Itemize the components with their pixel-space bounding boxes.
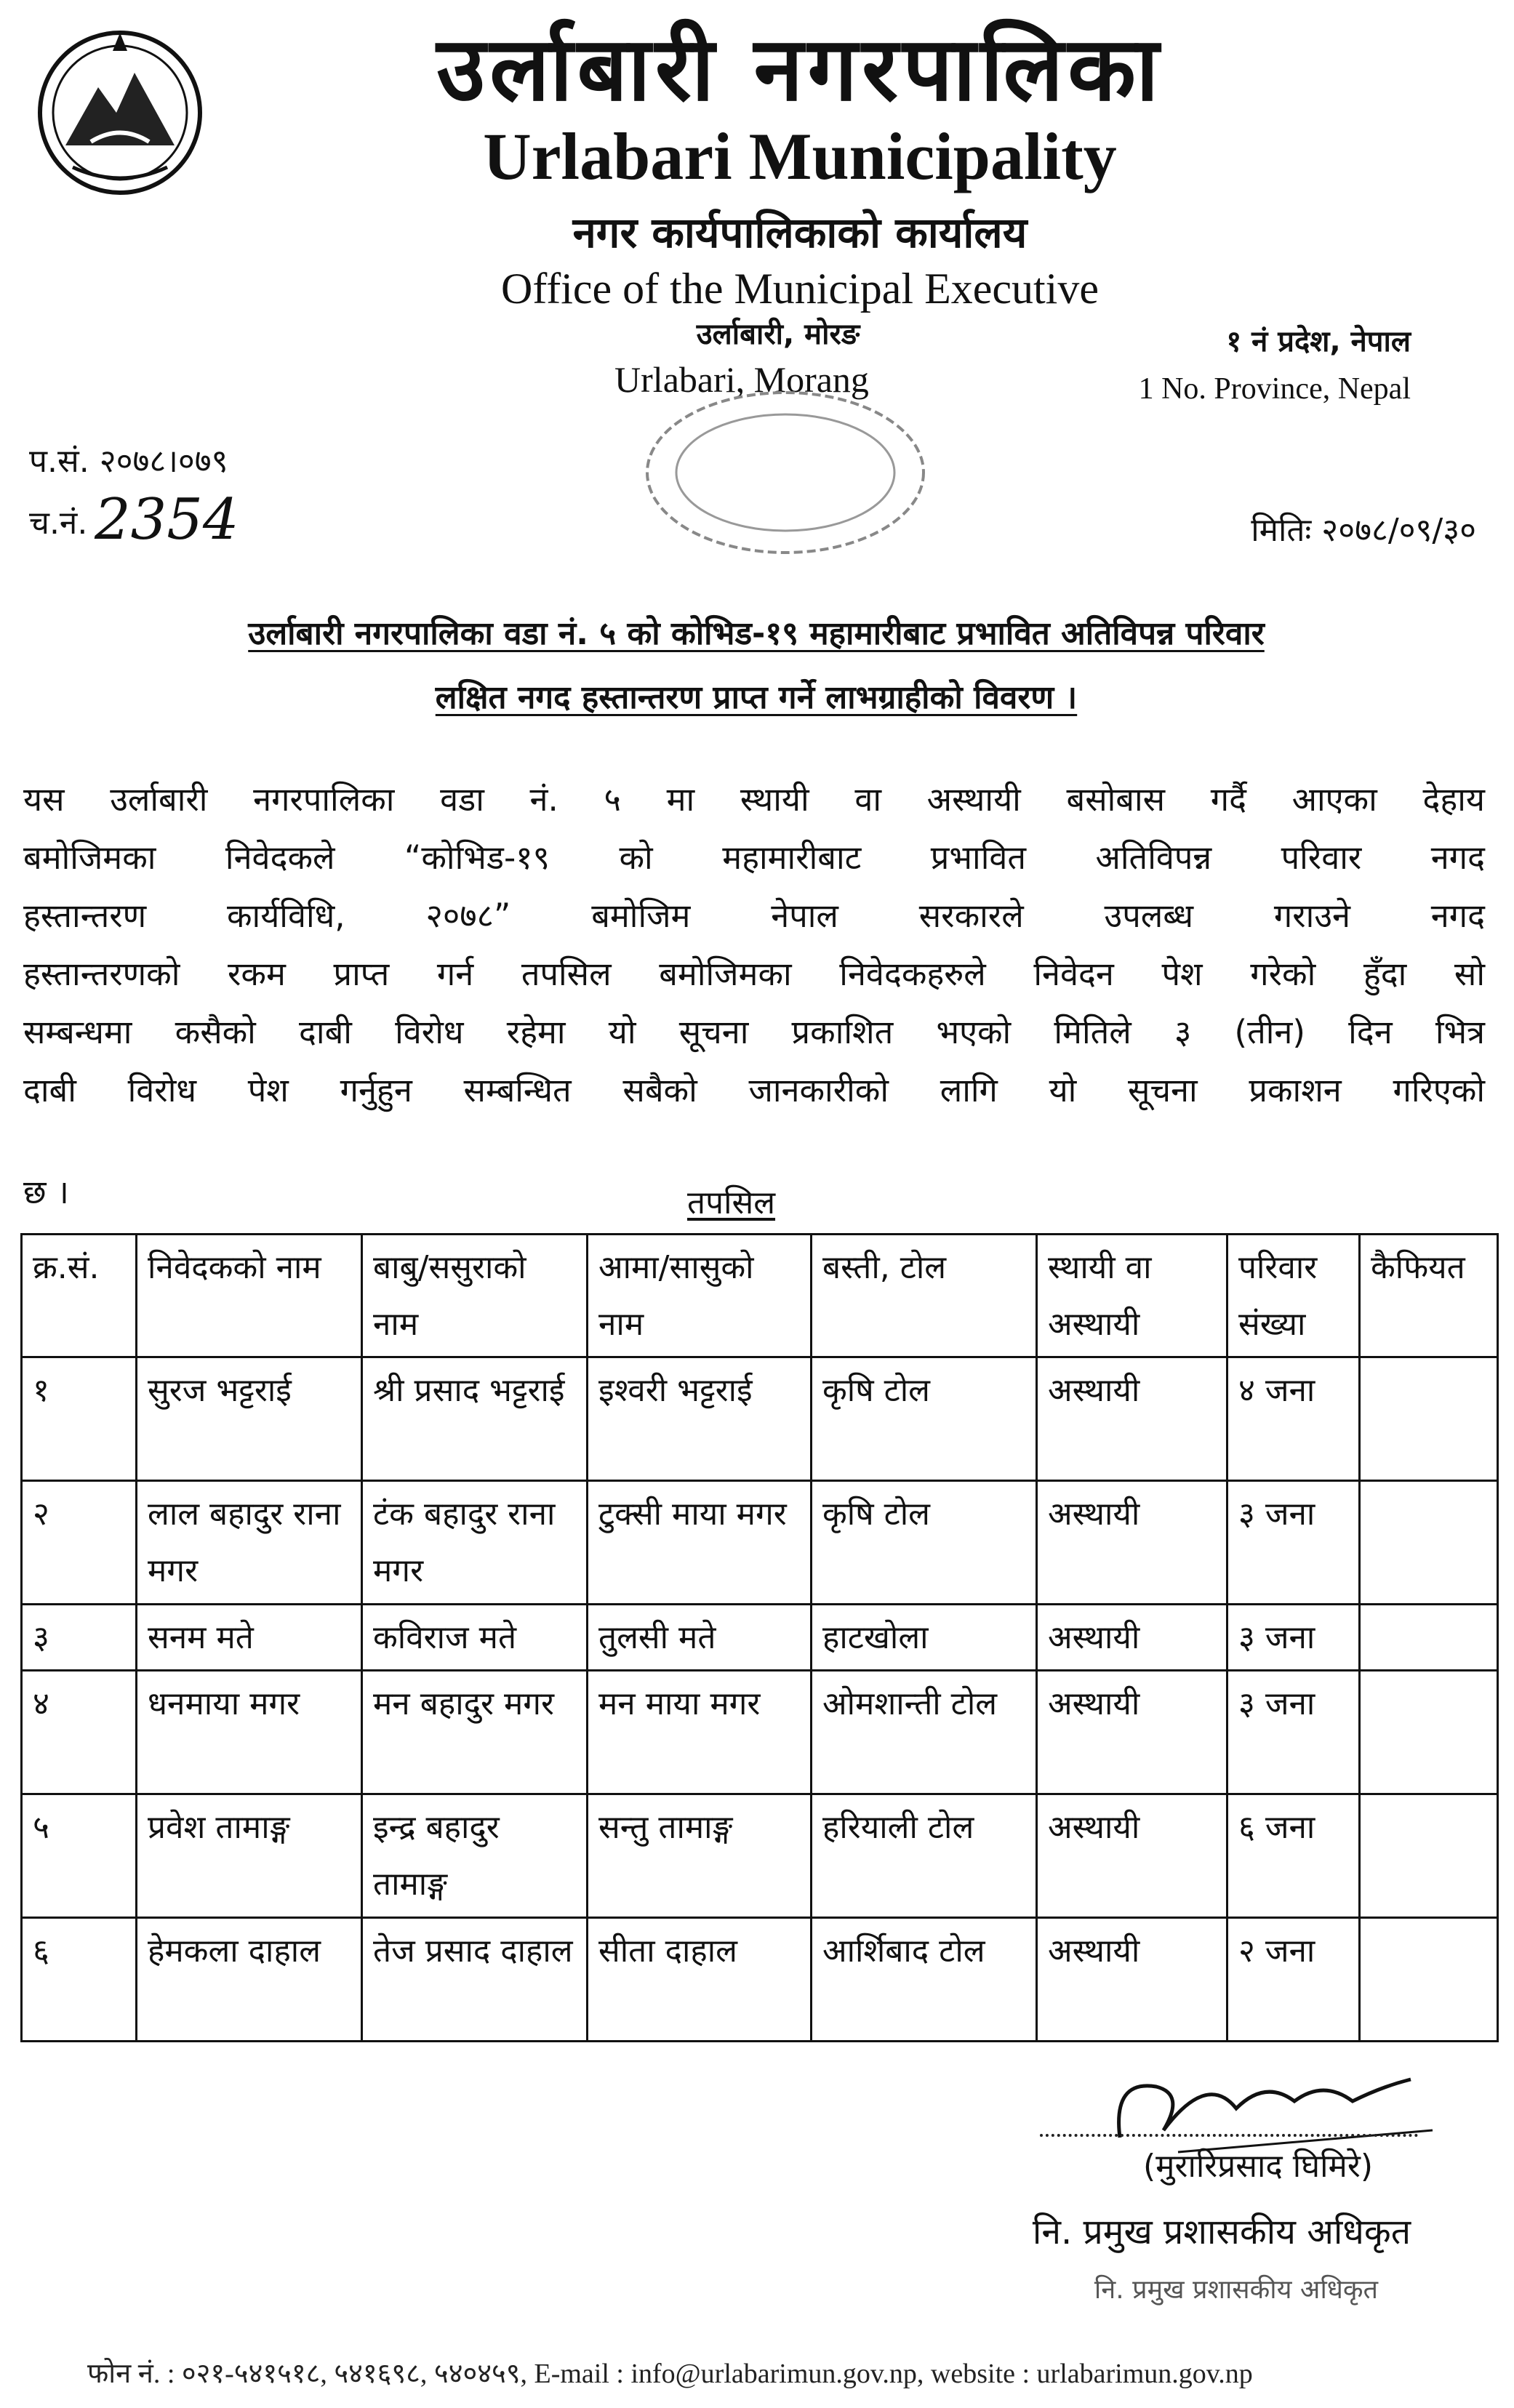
table-row	[22, 1794, 1498, 1918]
document-date: मितिः २०७८/०९/३०	[1251, 512, 1476, 549]
cell-residency: अस्थायी	[1037, 1605, 1227, 1671]
cell-family-size: ३ जना	[1227, 1605, 1360, 1671]
beneficiary-table	[20, 1233, 1499, 2042]
cell-mother-name: सीता दाहाल	[588, 1918, 812, 2042]
cell-settlement: कृषि टोल	[812, 1481, 1037, 1605]
nepal-emblem-icon	[29, 22, 211, 204]
cell-residency: अस्थायी	[1037, 1481, 1227, 1605]
cell-mother-name: इश्वरी भट्टराई	[588, 1357, 812, 1481]
municipality-title-np: उर्लाबारी नगरपालिका	[436, 17, 1163, 121]
cell-applicant-name: सुरज भट्टराई	[137, 1357, 362, 1481]
office-stamp-icon	[625, 378, 945, 560]
cell-father-name: तेज प्रसाद दाहाल	[362, 1918, 588, 2042]
province-en: 1 No. Province, Nepal	[1138, 372, 1411, 406]
table-row	[22, 1605, 1498, 1671]
cell-father-name: इन्द्र बहादुर तामाङ्ग	[362, 1794, 588, 1918]
paragraph-line: हस्तान्तरणको रकम प्राप्त गर्न तपसिल बमोजिमका निवेदकहरुले निवेदन पेश गरेको हुँदा सो	[23, 955, 1485, 993]
notice-heading	[29, 602, 1483, 730]
paragraph-line: छ ।	[23, 1173, 69, 1211]
cell-serial: ३	[22, 1605, 137, 1671]
cell-mother-name: मन माया मगर	[588, 1671, 812, 1794]
cell-serial: २	[22, 1481, 137, 1605]
header-residency: स्थायी वा अस्थायी	[1037, 1235, 1227, 1357]
cell-family-size: ४ जना	[1227, 1357, 1360, 1481]
table-row	[22, 1918, 1498, 2042]
cell-remarks	[1360, 1794, 1498, 1918]
cell-remarks	[1360, 1918, 1498, 2042]
cell-residency: अस्थायी	[1037, 1357, 1227, 1481]
cell-remarks	[1360, 1481, 1498, 1605]
cell-residency: अस्थायी	[1037, 1794, 1227, 1918]
cell-mother-name: टुक्सी माया मगर	[588, 1481, 812, 1605]
paragraph-line: बमोजिमका निवेदकले “कोभिड-१९ को महामारीबाट प्रभावित अतिविपन्न परिवार नगद	[23, 838, 1485, 877]
header-mother-name: आमा/सासुको नाम	[588, 1235, 812, 1357]
dispatch-number-value: 2354	[95, 487, 239, 553]
header-applicant-name: निवेदकको नाम	[137, 1235, 362, 1357]
cell-serial: ५	[22, 1794, 137, 1918]
cell-father-name: टंक बहादुर राना मगर	[362, 1481, 588, 1605]
header-serial: क्र.सं.	[22, 1235, 137, 1357]
cell-father-name: कविराज मते	[362, 1605, 588, 1671]
cell-residency: अस्थायी	[1037, 1671, 1227, 1794]
cell-serial: १	[22, 1357, 137, 1481]
cell-family-size: ३ जना	[1227, 1671, 1360, 1794]
address-en: Urlabari, Morang	[614, 359, 869, 400]
cell-settlement: ओमशान्ती टोल	[812, 1671, 1037, 1794]
cell-applicant-name: सनम मते	[137, 1605, 362, 1671]
cell-applicant-name: लाल बहादुर राना मगर	[137, 1481, 362, 1605]
cell-residency: अस्थायी	[1037, 1918, 1227, 2042]
province-np: १ नं प्रदेश, नेपाल	[1226, 325, 1411, 358]
reference-number: प.सं. २०७८।०७९	[29, 443, 228, 480]
cell-applicant-name: धनमाया मगर	[137, 1671, 362, 1794]
notice-heading-line2: लक्षित नगद हस्तान्तरण प्राप्त गर्ने लाभग्राहीको विवरण ।	[435, 679, 1078, 716]
header-remarks: कैफियत	[1360, 1235, 1498, 1357]
paragraph-line: दाबी विरोध पेश गर्नुहुन सम्बन्धित सबैको जानकारीको लागि यो सूचना प्रकाशन गरिएको	[23, 1071, 1485, 1109]
paragraph-line: यस उर्लाबारी नगरपालिका वडा नं. ५ मा स्थायी वा अस्थायी बसोबास गर्दै आएका देहाय	[23, 780, 1485, 819]
cell-settlement: कृषि टोल	[812, 1357, 1037, 1481]
footer-contact: फोन नं. : ०२१-५४१५१८, ५४१६९८, ५४०४५९, E-mail : info@urlabarimun.gov.np, website : urlabarimun.gov.np	[87, 2359, 1253, 2389]
header-settlement: बस्ती, टोल	[812, 1235, 1037, 1357]
notice-heading-line1: उर्लाबारी नगरपालिका वडा नं. ५ को कोभिड-१९ महामारीबाट प्रभावित अतिविपन्न परिवार	[248, 615, 1265, 652]
details-label: तपसिल	[687, 1184, 776, 1221]
notice-paragraph	[23, 771, 1485, 1120]
signatory-name: (मुरारिप्रसाद घिमिरे)	[1142, 2148, 1374, 2185]
cell-settlement: हाटखोला	[812, 1605, 1037, 1671]
cell-applicant-name: प्रवेश तामाङ्ग	[137, 1794, 362, 1918]
cell-remarks	[1360, 1671, 1498, 1794]
table-row	[22, 1357, 1498, 1481]
cell-settlement: हरियाली टोल	[812, 1794, 1037, 1918]
paragraph-line: हस्तान्तरण कार्यविधि, २०७८” बमोजिम नेपाल सरकारले उपलब्ध गराउने नगद	[23, 896, 1485, 935]
cell-family-size: ६ जना	[1227, 1794, 1360, 1918]
address-np: उर्लाबारी, मोरङ	[696, 318, 860, 351]
header-father-name: बाबु/ससुराको नाम	[362, 1235, 588, 1357]
designation-stamp: नि. प्रमुख प्रशासकीय अधिकृत	[1094, 2275, 1379, 2305]
signatory-designation: नि. प्रमुख प्रशासकीय अधिकृत	[1032, 2212, 1411, 2252]
cell-remarks	[1360, 1605, 1498, 1671]
table-header-row	[22, 1235, 1498, 1357]
cell-remarks	[1360, 1357, 1498, 1481]
header-family-size: परिवार संख्या	[1227, 1235, 1360, 1357]
municipality-title-en: Urlabari Municipality	[483, 119, 1117, 193]
table-row	[22, 1481, 1498, 1605]
dispatch-number-label: च.नं.	[29, 505, 88, 542]
cell-family-size: २ जना	[1227, 1918, 1360, 2042]
office-name-np: नगर कार्यपालिकाको कार्यालय	[572, 208, 1028, 257]
signature-line	[1040, 2134, 1418, 2137]
cell-father-name: श्री प्रसाद भट्टराई	[362, 1357, 588, 1481]
cell-mother-name: तुलसी मते	[588, 1605, 812, 1671]
cell-father-name: मन बहादुर मगर	[362, 1671, 588, 1794]
cell-serial: ६	[22, 1918, 137, 2042]
cell-mother-name: सन्तु तामाङ्ग	[588, 1794, 812, 1918]
cell-serial: ४	[22, 1671, 137, 1794]
paragraph-line: सम्बन्धमा कसैको दाबी विरोध रहेमा यो सूचना प्रकाशित भएको मितिले ३ (तीन) दिन भित्र	[23, 1013, 1485, 1051]
office-name-en: Office of the Municipal Executive	[501, 265, 1099, 313]
table-row	[22, 1671, 1498, 1794]
cell-settlement: आर्शिबाद टोल	[812, 1918, 1037, 2042]
cell-family-size: ३ जना	[1227, 1481, 1360, 1605]
cell-applicant-name: हेमकला दाहाल	[137, 1918, 362, 2042]
